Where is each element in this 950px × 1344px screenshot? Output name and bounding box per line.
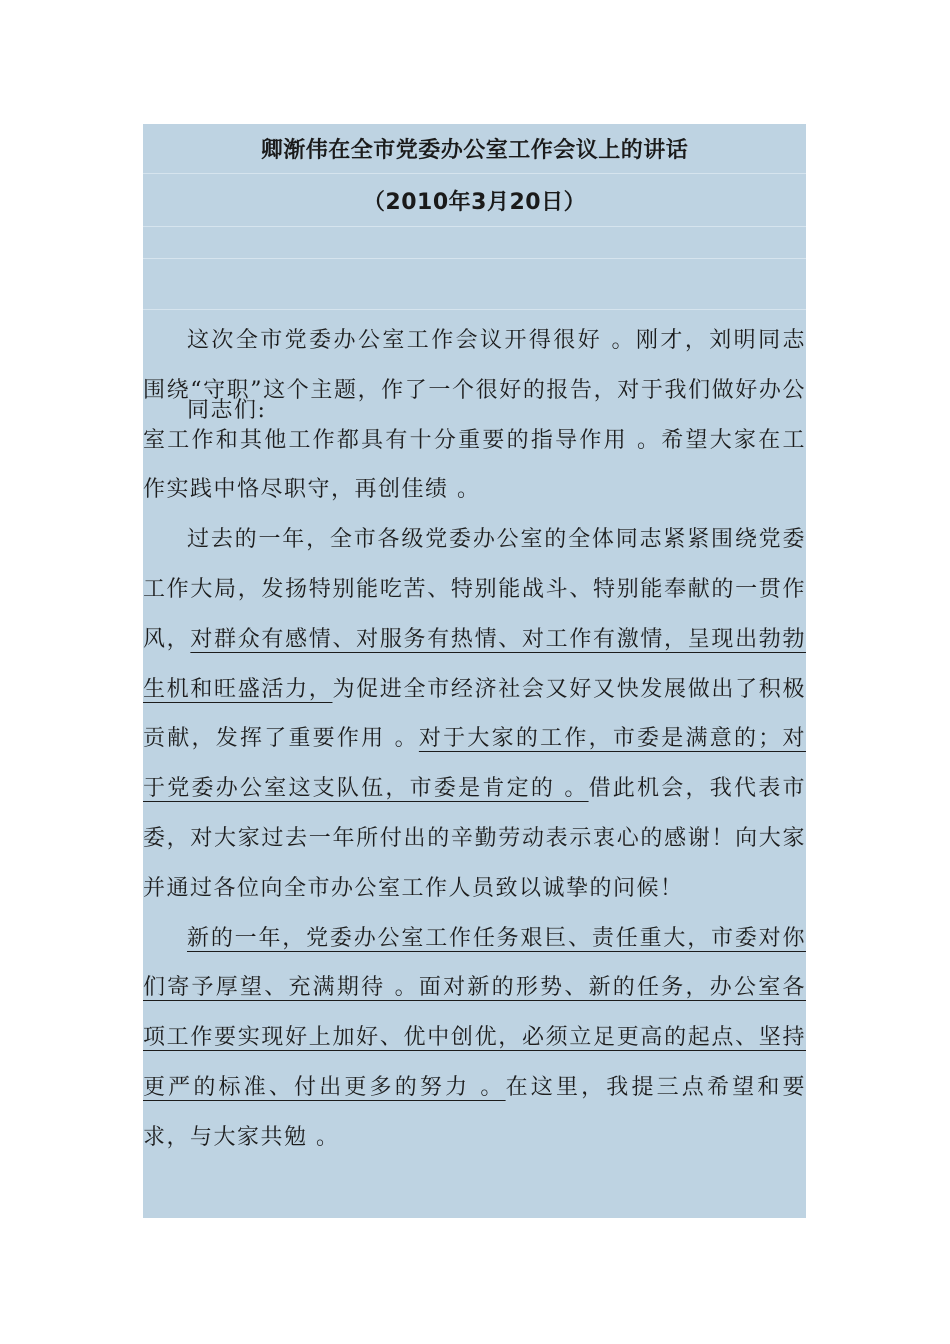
table-row-divider — [143, 309, 806, 310]
table-row-divider — [143, 258, 806, 259]
document-panel — [143, 124, 806, 1218]
paragraph-1: 这次全市党委办公室工作会议开得很好 。刚才，刘明同志围绕“守职”这个主题，作了一个很好的报告，对于我们做好办公室工作和其他工作都具有十分重要的指导作用 。希望大家在工作实践中恪尽职守，再创佳绩 。 — [143, 328, 806, 503]
paragraph-2-text: 过去的一年，全市各级党委办公室的全体同志紧紧围绕党委工作大局，发扬特别能吃苦、特别能战斗、特别能奉献的一贯作风， — [143, 527, 806, 652]
paragraph-2 — [143, 515, 806, 913]
document-date: （2010年3月20日） — [362, 190, 587, 215]
paragraph-3-text: 在这里，我提三点希望和要求，与大家共勉 。 — [143, 1074, 806, 1150]
paragraph-2-text: 为促进全市经济社会又好又快发展做出了积极贡献，发挥了重要作用 。 — [143, 676, 806, 752]
paragraph-2-underlined: 对群众有感情、对服务有热情、对工作有激情，呈现出勃勃生机和旺盛活力， — [143, 626, 806, 702]
paragraph-2-underlined: 对于大家的工作，市委是满意的；对于党委办公室这支队伍，市委是肯定的 。 — [143, 726, 806, 802]
paragraph-2-text: 借此机会，我代表市委，对大家过去一年所付出的辛勤劳动表示衷心的感谢！向大家并通过各位向全市办公室工作人员致以诚挚的问候！ — [143, 776, 806, 901]
document-title: 卿渐伟在全市党委办公室工作会议上的讲话 — [260, 138, 689, 163]
table-row-divider — [143, 226, 806, 227]
paragraph-3 — [143, 914, 806, 1163]
paragraph-3-underlined: 新的一年，党委办公室工作任务艰巨、责任重大，市委对你们寄予厚望、充满期待 。面对新的形势、新的任务，办公室各项工作要实现好上加好、优中创优，必须立足更高的起点、坚持更严的标准、付出更多的努力 。 — [143, 925, 806, 1100]
table-row-divider — [143, 173, 806, 174]
greeting: 同志们: — [187, 398, 267, 423]
